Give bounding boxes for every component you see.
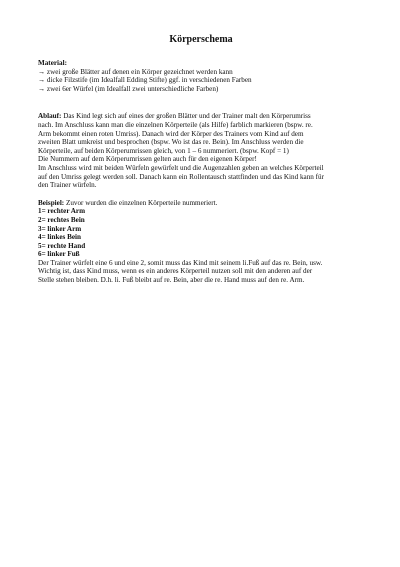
beispiel-line-first	[38, 199, 362, 208]
ablauf-text: den Trainer würfeln.	[38, 181, 97, 190]
ablauf-text: Die Nummern auf dem Körperumrissen gelten auch für den eigenen Körper!	[38, 155, 257, 164]
numbered-item: 1= rechter Arm	[38, 207, 86, 216]
document-page	[38, 34, 362, 285]
numbered-item: 3= linker Arm	[38, 224, 82, 233]
numbered-item: 6= linker Fuß	[38, 250, 80, 259]
ablauf-text: Arm bekommt einen roten Umriss). Danach wird der Körper des Trainers vom Kind auf dem	[38, 129, 304, 138]
numbered-item: 4= linkes Bein	[38, 233, 81, 242]
material-section	[38, 59, 362, 93]
document-title: Körperschema	[169, 34, 233, 45]
material-item: → zwei 6er Würfel (im Idealfall zwei unterschiedliche Farben)	[38, 84, 219, 93]
material-label: Material:	[38, 59, 67, 67]
ablauf-line-first	[38, 112, 362, 121]
beispiel-text: Stelle stehen bleiben. D.h. li. Fuß bleibt auf re. Bein, aber die re. Hand muss auf den re. Arm.	[38, 276, 305, 285]
ablauf-text: Das Kind legt sich auf eines der großen Blätter und der Trainer malt den Körperumriss	[61, 112, 311, 121]
beispiel-intro: Zuvor wurden die einzelnen Körperteile nummeriert.	[64, 198, 218, 207]
ablauf-text: Im Anschluss wird mit beiden Würfeln gewürfelt und die Augenzahlen geben an welches Körperteil	[38, 163, 324, 172]
beispiel-text: Wichtig ist, dass Kind muss, wenn es ein anderes Körperteil nutzen soll mit den anderen auf der	[38, 267, 313, 276]
ablauf-text: Körperteile, auf beiden Körperumrissen gleich, von 1 – 6 nummeriert. (bspw. Kopf = 1)	[38, 146, 289, 155]
ablauf-text: auf den Umriss gelegt werden soll. Danach kann ein Rollentausch stattfinden und das Kind kann für	[38, 172, 324, 181]
spacer	[38, 190, 362, 199]
beispiel-text: Der Trainer würfelt eine 6 und eine 2, somit muss das Kind mit seinem li.Fuß auf das re. Bein, usw.	[38, 258, 323, 267]
ablauf-section	[38, 112, 362, 189]
ablauf-label: Ablauf:	[38, 112, 62, 121]
beispiel-label: Beispiel:	[38, 198, 65, 207]
numbered-item: 5= rechte Hand	[38, 241, 86, 250]
beispiel-section	[38, 199, 362, 285]
material-item: → dicke Filzstife (im Idealfall Edding Stifte) ggf. in verschiedenen Farben	[38, 76, 252, 85]
numbered-item: 2= rechtes Bein	[38, 215, 85, 224]
ablauf-text: nach. Im Anschluss kann man die einzelnen Körperteile (als Hilfe) farblich markieren (bspw. re.	[38, 120, 313, 129]
spacer	[38, 93, 362, 112]
ablauf-text: zweiten Blatt umkreist und besprochen (bspw. Wo ist das re. Bein). Im Anschluss werden die	[38, 138, 304, 147]
material-item: → zwei große Blätter auf denen ein Körper gezeichnet werden kann	[38, 67, 233, 76]
